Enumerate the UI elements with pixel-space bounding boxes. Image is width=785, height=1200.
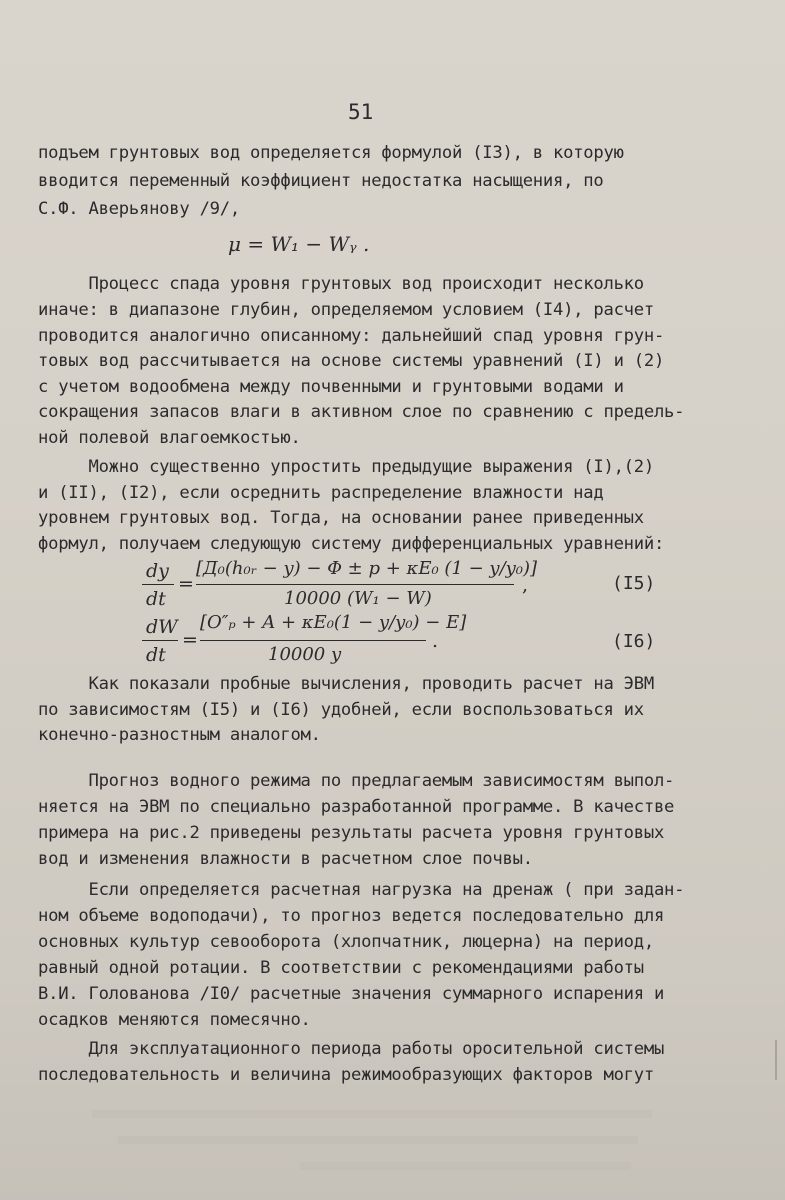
show-through-mark <box>300 1162 630 1170</box>
text-line: Процесс спада уровня грунтовых вод происходит несколько <box>38 274 644 294</box>
text-line: ной полевой влагоемкостью. <box>38 428 301 448</box>
text-line: иначе: в диапазоне глубин, определяемом условием (I4), расчет <box>38 300 654 320</box>
text-line: сокращения запасов влаги в активном слое по сравнению с предель- <box>38 402 685 422</box>
text-line: с учетом водообмена между почвенными и грунтовыми водами и <box>38 377 624 397</box>
eq15-lhs-bar <box>142 584 174 585</box>
page-edge-mark <box>775 1040 777 1080</box>
text-line: подъем грунтовых вод определяется формулой (I3), в которую <box>38 143 624 163</box>
text-line: Если определяется расчетная нагрузка на дренаж ( при задан- <box>38 880 685 900</box>
eq15-comma: , <box>522 574 529 596</box>
text-line: основных культур севооборота (хлопчатник, люцерна) на период, <box>38 932 654 952</box>
eq16-period: . <box>432 630 439 652</box>
eq16-lhs-bar <box>142 640 178 641</box>
text-line: Можно существенно упростить предыдущие выражения (I),(2) <box>38 457 654 477</box>
eq16-lhs-numerator: dW <box>146 616 178 638</box>
text-line: вод и изменения влажности в расчетном слое почвы. <box>38 849 533 869</box>
eq15-denominator: 10000 (W₁ − W) <box>284 588 432 609</box>
text-line: товых вод рассчитывается на основе системы уравнений (I) и (2) <box>38 351 665 371</box>
eq16-lhs-denominator: dt <box>146 644 166 666</box>
formula-mu: μ = W₁ − Wᵧ . <box>228 232 370 256</box>
show-through-mark <box>118 1136 638 1144</box>
text-line: няется на ЭВМ по специально разработанной программе. В качестве <box>38 797 675 817</box>
eq16-bar <box>200 640 426 641</box>
text-line: и (II), (I2), если осреднить распределение влажности над <box>38 483 604 503</box>
eq16-numerator: [O″ₚ + A + κE₀(1 − y/y₀) − E] <box>200 612 467 633</box>
page-number: 51 <box>348 100 374 124</box>
text-line: формул, получаем следующую систему дифференциальных уравнений: <box>38 534 665 554</box>
text-line: Для эксплуатационного периода работы оросительной системы <box>38 1039 665 1059</box>
eq16-denominator: 10000 y <box>268 644 342 665</box>
text-line: вводится переменный коэффициент недостатка насыщения, по <box>38 171 604 191</box>
text-line: равный одной ротации. В соответствии с рекомендациями работы <box>38 958 644 978</box>
eq15-lhs-numerator: dy <box>146 560 169 582</box>
text-line: уровнем грунтовых вод. Тогда, на основании ранее приведенных <box>38 508 644 528</box>
text-line: Как показали пробные вычисления, проводить расчет на ЭВМ <box>38 674 654 694</box>
text-line: последовательность и величина режимообразующих факторов могут <box>38 1065 654 1085</box>
text-line: В.И. Голованова /I0/ расчетные значения суммарного испарения и <box>38 984 665 1004</box>
text-line: конечно-разностным аналогом. <box>38 725 321 745</box>
text-line: по зависимостям (I5) и (I6) удобней, если воспользоваться их <box>38 700 644 720</box>
show-through-mark <box>92 1110 652 1118</box>
text-line: ном объеме водоподачи), то прогноз ведется последовательно для <box>38 906 665 926</box>
text-line: проводится аналогично описанному: дальнейший спад уровня грун- <box>38 326 665 346</box>
eq15-equals: = <box>178 573 194 595</box>
eq15-label: (I5) <box>612 573 656 594</box>
text-line: осадков меняются помесячно. <box>38 1010 311 1030</box>
text-line: С.Ф. Аверьянову /9/, <box>38 199 240 219</box>
text-line: примера на рис.2 приведены результаты расчета уровня грунтовых <box>38 823 665 843</box>
eq15-numerator: [Д₀(h₀ᵣ − y) − Φ ± p + κE₀ (1 − y/y₀)] <box>196 558 538 579</box>
eq16-label: (I6) <box>612 631 656 652</box>
eq15-bar <box>196 584 514 585</box>
eq15-lhs-denominator: dt <box>146 588 166 610</box>
eq16-equals: = <box>182 629 198 651</box>
text-line: Прогноз водного режима по предлагаемым зависимостям выпол- <box>38 771 675 791</box>
